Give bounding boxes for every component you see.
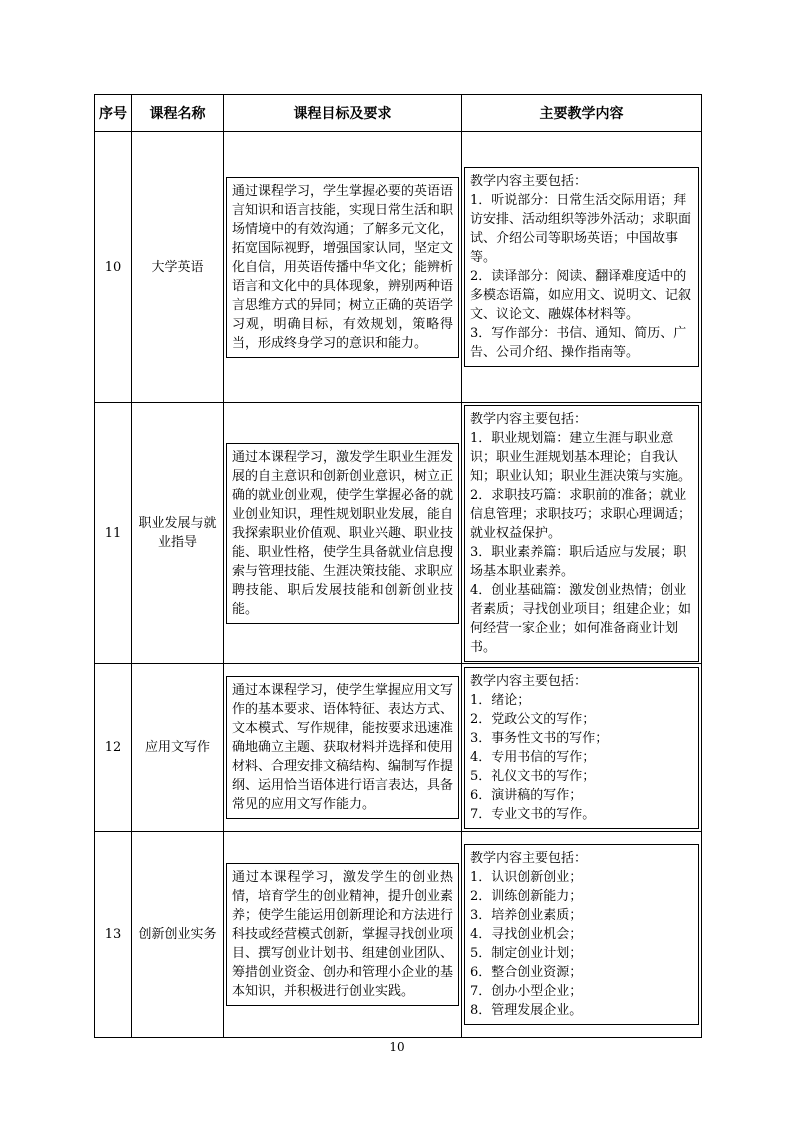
row-main-content xyxy=(464,167,699,367)
content-line: 5．制定创业计划； xyxy=(470,946,583,961)
row-serial-number: 13 xyxy=(95,832,132,1038)
row-course-goal-cell xyxy=(224,132,462,403)
header-main-content: 主要教学内容 xyxy=(462,95,702,132)
row-course-goal: 通过本课程学习，使学生掌握应用文写作的基本要求、语体特征、表达方式、文本模式、写作规律，能按要求迅速准确地确立主题、获取材料并选择和使用材料、合理安排文稿结构、编制写作提纲、运用恰当语体进行语言表达，具备常见的应用文写作能力。 xyxy=(226,676,459,819)
content-line: 4．寻找创业机会； xyxy=(470,927,583,942)
row-course-goal: 通过课程学习，学生掌握必要的英语语言知识和语言技能，实现日常生活和职场情境中的有效沟通；了解多元文化，拓宽国际视野，增强国家认同，坚定文化自信，用英语传播中华文化；能辨析语言和文化中的具体现象，辨别两种语言思维方式的异同；树立正确的英语学习观，明确目标，有效规划，策略得当，形成终身学习的意识和能力。 xyxy=(226,177,459,358)
row-main-content-cell xyxy=(462,664,702,832)
row-serial-number: 10 xyxy=(95,132,132,403)
content-line: 1．听说部分：日常生活交际用语；拜访安排、活动组织等涉外活动；求职面试、介绍公司等职场英语；中国故事等。 xyxy=(470,193,692,265)
content-line: 3．职业素养篇：职后适应与发展；职场基本职业素养。 xyxy=(470,544,687,579)
header-course-goal: 课程目标及要求 xyxy=(224,95,462,132)
row-course-goal-cell xyxy=(224,664,462,832)
content-line: 教学内容主要包括： xyxy=(470,851,588,866)
content-line: 2．读译部分：阅读、翻译难度适中的多模态语篇，如应用文、说明文、记叙文、议论文、融媒体材料等。 xyxy=(470,269,692,322)
content-line: 6．演讲稿的写作； xyxy=(470,787,583,803)
row-serial-number: 12 xyxy=(95,664,132,832)
header-course-name: 课程名称 xyxy=(132,95,224,132)
row-course-goal: 通过本课程学习，激发学生的创业热情，培育学生的创业精神，提升创业素养；使学生能运用创新理论和方法进行科技或经营模式创新，掌握寻找创业项目、撰写创业计划书、组建创业团队、筹措创业资金、创办和管理小企业的基本知识，并积极进行创业实践。 xyxy=(226,863,459,1006)
course-table xyxy=(94,94,702,1038)
content-line: 1．认识创新创业； xyxy=(470,870,583,885)
row-course-goal: 通过本课程学习，激发学生职业生涯发展的自主意识和创新创业意识，树立正确的就业创业观，使学生掌握必备的就业创业知识，理性规划职业发展，能自我探索职业价值观、职业兴趣、职业技能、职业性格，使学生具备就业信息搜索与管理技能、生涯决策技能、求职应聘技能、职后发展技能和创新创业技能。 xyxy=(226,443,459,624)
content-line: 5．礼仪文书的写作； xyxy=(470,768,596,784)
row-course-goal-cell xyxy=(224,403,462,664)
content-line: 2．党政公文的写作； xyxy=(470,711,596,727)
table-row xyxy=(95,403,702,664)
row-course-goal-cell xyxy=(224,832,462,1038)
row-main-content-cell xyxy=(462,832,702,1038)
row-course-name: 大学英语 xyxy=(132,132,224,403)
content-line: 1．绪论； xyxy=(470,692,531,708)
content-line: 教学内容主要包括： xyxy=(470,174,588,189)
content-line: 2．求职技巧篇：求职前的准备；就业信息管理；求职技巧；求职心理调适；就业权益保护。 xyxy=(470,487,692,541)
header-serial-number: 序号 xyxy=(95,95,132,132)
row-main-content-cell xyxy=(462,403,702,664)
content-line: 2．训练创新能力； xyxy=(470,889,583,904)
table-row xyxy=(95,664,702,832)
content-line: 教学内容主要包括： xyxy=(470,673,588,689)
row-serial-number: 11 xyxy=(95,403,132,664)
row-course-name: 职业发展与就业指导 xyxy=(132,403,224,664)
content-line: 3．事务性文书的写作； xyxy=(470,730,609,746)
content-line: 3．写作部分：书信、通知、简历、广告、公司介绍、操作指南等。 xyxy=(470,326,687,360)
content-line: 8．管理发展企业。 xyxy=(470,1003,583,1018)
table-header-row xyxy=(95,95,702,132)
row-main-content xyxy=(464,667,699,829)
content-line: 4．创业基础篇：激发创业热情；创业者素质；寻找创业项目；组建企业；如何经营一家企业；如何准备商业计划书。 xyxy=(470,582,692,655)
content-line: 7．专业文书的写作。 xyxy=(470,806,596,822)
row-main-content-cell xyxy=(462,132,702,403)
row-course-name: 应用文写作 xyxy=(132,664,224,832)
row-main-content xyxy=(464,405,699,662)
content-line: 6．整合创业资源； xyxy=(470,965,583,980)
content-line: 3．培养创业素质； xyxy=(470,908,583,923)
content-line: 教学内容主要包括： xyxy=(470,411,588,427)
row-course-name: 创新创业实务 xyxy=(132,832,224,1038)
page-number: 10 xyxy=(389,1040,405,1054)
table-row xyxy=(95,132,702,403)
table-row xyxy=(95,832,702,1038)
content-line: 1．职业规划篇：建立生涯与职业意识；职业生涯规划基本理论；自我认知；职业认知；职业生涯决策与实施。 xyxy=(470,430,692,484)
content-line: 7．创办小型企业； xyxy=(470,984,583,999)
content-line: 4．专用书信的写作； xyxy=(470,749,596,765)
row-main-content xyxy=(464,844,699,1025)
